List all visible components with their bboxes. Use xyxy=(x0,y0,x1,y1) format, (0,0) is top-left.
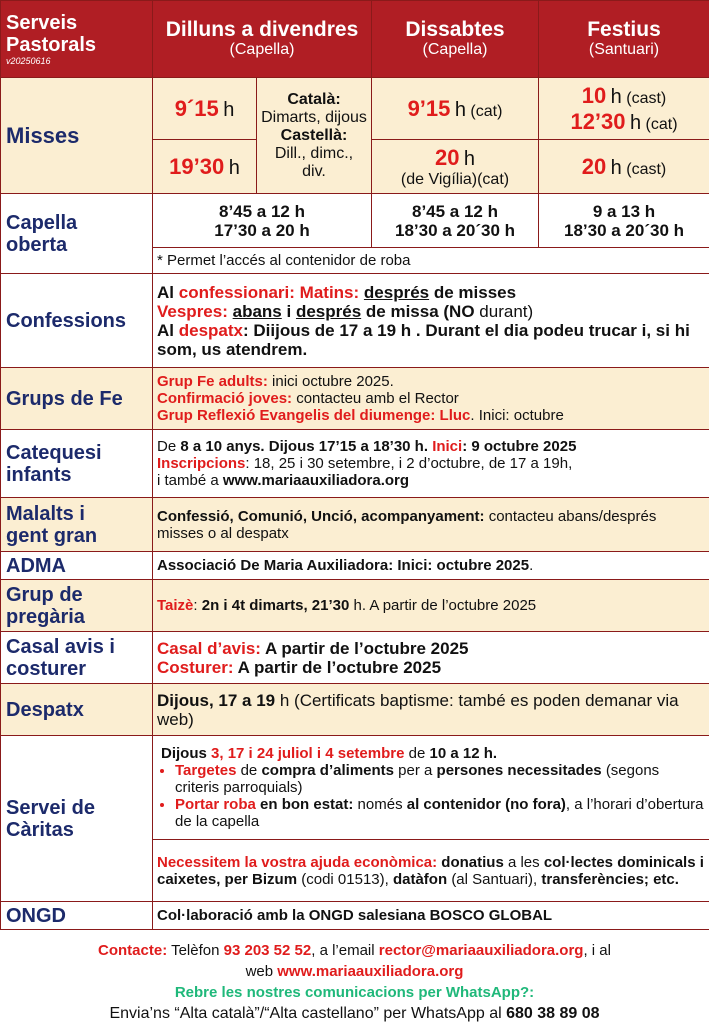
prayer-group-name: Taizè xyxy=(157,597,194,614)
catechesis-l1b: 8 a 10 anys. Dijous 17’15 a 18’30 h. xyxy=(180,438,429,455)
sick-elderly-contact: contacteu abans/després misses o al despatx xyxy=(157,507,657,542)
caritas-donation-pos: datàfon xyxy=(392,870,448,888)
adma-dot: . xyxy=(529,557,534,574)
faith-group-2-info: contacteu amb el Rector xyxy=(296,390,459,407)
caritas-item-clothes xyxy=(175,796,705,830)
footer-send: Envia’ns “Alta català”/“Alta castellano” per WhatsApp al xyxy=(109,1005,502,1022)
chapel-open-holiday xyxy=(539,194,709,248)
confessions-l1a: Al xyxy=(157,282,179,302)
caritas-donation-sanctuary: (al Santuari), xyxy=(451,870,538,888)
prayer-group-start: h. A partir de l’octubre 2025 xyxy=(353,597,537,614)
sick-elderly-label xyxy=(1,498,153,552)
chapel-saturday-1: 8’45 a 12 h xyxy=(411,201,498,221)
caritas-row-1 xyxy=(1,736,709,840)
caritas-donation xyxy=(153,840,709,902)
chapel-open-weekdays xyxy=(153,194,372,248)
header-weekdays-title: Dilluns a divendres xyxy=(165,18,359,41)
faith-group-3-info: . Inici: octubre xyxy=(470,407,564,424)
confessions-l1b: confessionari: xyxy=(178,282,295,302)
chapel-note: * Permet l’accés al contenidor de roba xyxy=(153,248,709,274)
elderly-center-info xyxy=(153,632,709,684)
caritas-donation-transfers: transferències; etc. xyxy=(541,870,679,888)
footer-whatsapp-number[interactable]: 680 38 89 08 xyxy=(506,1005,600,1022)
caritas-list xyxy=(157,762,705,830)
caritas-item-clothes-condition: en bon estat: xyxy=(260,796,354,813)
masses-holiday-3-unit: h xyxy=(610,156,622,179)
caritas-item-food-for: per a xyxy=(398,762,433,779)
footer-whatsapp-line xyxy=(0,1003,709,1024)
prayer-group-label-2: pregària xyxy=(6,605,85,628)
faith-group-2-name: Confirmació joves: xyxy=(157,390,293,407)
chapel-open-label-2: oberta xyxy=(6,233,68,256)
footer-email[interactable]: rector@mariaauxiliadora.org xyxy=(378,942,584,959)
chapel-open-label-1: Capella xyxy=(6,211,78,234)
spanish-days: Dill., dimc., div. xyxy=(274,144,354,180)
confessions-l2d: després xyxy=(295,301,362,321)
confessions-l1c: Matins: xyxy=(299,282,360,302)
catechesis-l1c: Inici xyxy=(432,438,463,455)
masses-row-1 xyxy=(1,78,709,140)
confessions-row xyxy=(1,274,709,368)
caritas-item-clothes-title: Portar roba xyxy=(175,796,256,813)
masses-weekday-morning-unit: h xyxy=(223,98,235,121)
faith-groups-row xyxy=(1,368,709,430)
catechesis-website-link[interactable]: www.mariaauxiliadora.org xyxy=(222,472,410,489)
caritas-item-clothes-hours: , a l’horari d’obertura de la capella xyxy=(175,796,704,830)
masses-holiday-evening xyxy=(539,140,709,194)
caritas-item-food-title: Targetes xyxy=(175,762,237,779)
catechesis-label-1: Catequesi xyxy=(6,441,102,464)
masses-saturday-morning-time: 9’15 xyxy=(407,95,451,121)
confessions-l3a: Al xyxy=(157,320,179,340)
prayer-group-info xyxy=(153,580,709,632)
adma-info xyxy=(153,552,709,580)
confessions-l3c: : Diijous de 17 a 19 h . Durant el dia podeu trucar i, si hi som, us atendrem. xyxy=(157,320,690,359)
caritas-label-2: Càritas xyxy=(6,818,74,841)
confessions-l2f: durant) xyxy=(479,301,534,321)
confessions-l2b: abans xyxy=(232,301,282,321)
header-saturdays-sub: (Capella) xyxy=(422,41,488,58)
footer-whatsapp-title xyxy=(0,982,709,1003)
masses-holiday-1-time: 10 xyxy=(581,82,607,108)
sewing-start: A partir de l’octubre 2025 xyxy=(237,657,442,677)
faith-groups-info xyxy=(153,368,709,430)
chapel-weekday-1: 8’45 a 12 h xyxy=(218,201,305,221)
office-hours: Dijous, 17 a 19 xyxy=(157,690,276,710)
caritas-donation-code: (codi 01513), xyxy=(301,870,389,888)
caritas-donation-donations: donatius xyxy=(441,853,504,871)
elderly-center-label-2: costurer xyxy=(6,657,87,680)
adma-text: Associació De Maria Auxiliadora: Inici: octubre 2025 xyxy=(157,557,530,574)
header-saturdays xyxy=(372,1,539,78)
masses-weekday-morning-time: 9´15 xyxy=(174,95,219,121)
masses-holiday-3-lang: (cast) xyxy=(626,160,667,178)
catechesis-row xyxy=(1,430,709,498)
catechesis-label-2: infants xyxy=(6,463,72,486)
footer-web-label: web xyxy=(245,963,274,980)
header-weekdays xyxy=(153,1,372,78)
confessions-l2e: de missa (NO xyxy=(365,301,475,321)
office-row xyxy=(1,684,709,736)
adma-row xyxy=(1,552,709,580)
confessions-l2c: i xyxy=(286,301,292,321)
faith-group-1-info: inici octubre 2025. xyxy=(272,373,394,390)
spanish-label: Castellà: xyxy=(280,126,348,144)
elderly-center-row xyxy=(1,632,709,684)
footer-phone-label: Telèfon xyxy=(171,942,220,959)
chapel-saturday-2: 18’30 a 20´30 h xyxy=(394,220,516,240)
prayer-group-row xyxy=(1,580,709,632)
sewing-name: Costurer: xyxy=(157,657,234,677)
caritas-item-food-purchase: compra d’aliments xyxy=(261,762,394,779)
caritas-label-1: Servei de xyxy=(6,796,95,819)
caritas-dates-of: de xyxy=(408,745,426,762)
masses-label: Misses xyxy=(1,78,153,194)
footer-contact-label: Contacte: xyxy=(98,942,168,959)
caritas-label xyxy=(1,736,153,902)
masses-saturday-morning-unit: h xyxy=(454,98,466,121)
catechesis-l3a: i també a xyxy=(157,472,219,489)
header-services xyxy=(1,1,153,78)
chapel-open-label xyxy=(1,194,153,274)
masses-holiday-1-lang: (cast) xyxy=(626,89,667,107)
masses-weekday-evening xyxy=(153,140,257,194)
footer-web-link[interactable]: www.mariaauxiliadora.org xyxy=(277,963,464,980)
caritas-dates: 3, 17 i 24 juliol i 4 setembre xyxy=(211,745,405,762)
footer-email-label: , a l’email xyxy=(311,942,375,959)
header-services-title: Serveis Pastorals xyxy=(6,12,97,56)
footer-and: , i al xyxy=(583,942,611,959)
catalan-label: Català: xyxy=(287,90,341,108)
footer-contact xyxy=(0,940,709,961)
catalan-days: Dimarts, dijous xyxy=(261,108,367,126)
confessions-l3b: despatx xyxy=(178,320,243,340)
masses-saturday-evening-unit: h xyxy=(463,147,476,170)
caritas-dates-prefix: Dijous xyxy=(161,745,207,762)
footer xyxy=(0,940,709,1024)
header-holidays xyxy=(539,1,709,78)
chapel-open-saturday xyxy=(372,194,539,248)
sick-elderly-row xyxy=(1,498,709,552)
masses-language-note xyxy=(257,78,372,194)
sick-elderly-label-1: Malalts i xyxy=(6,502,85,525)
caritas-item-food-of: de xyxy=(240,762,258,779)
footer-receive: Rebre xyxy=(174,984,218,1001)
chapel-weekday-2: 17’30 a 20 h xyxy=(214,220,310,240)
footer-phone[interactable]: 93 203 52 52 xyxy=(223,942,312,959)
ngo-label: ONGD xyxy=(1,902,153,930)
caritas-item-clothes-only: només xyxy=(357,796,403,813)
footer-communications: comunicacions xyxy=(304,984,415,1001)
confessions-label: Confessions xyxy=(1,274,153,368)
footer-our: les nostres xyxy=(221,984,301,1001)
caritas-donation-title: Necessitem la vostra ajuda econòmica: xyxy=(157,853,438,871)
confessions-l1d: després xyxy=(363,282,430,302)
caritas-donation-collections: col·lectes dominicals i caixetes, per Bizum xyxy=(157,853,704,888)
ngo-row xyxy=(1,902,709,930)
prayer-group-colon: : xyxy=(193,597,198,614)
header-row xyxy=(1,1,709,78)
catechesis-info xyxy=(153,430,709,498)
caritas-info xyxy=(153,736,709,840)
confessions-info xyxy=(153,274,709,368)
prayer-group-label xyxy=(1,580,153,632)
elderly-center-start: A partir de l’octubre 2025 xyxy=(265,638,469,658)
footer-by: per xyxy=(418,984,442,1001)
elderly-center-label xyxy=(1,632,153,684)
catechesis-l1d: : 9 octubre 2025 xyxy=(462,438,577,455)
header-holidays-sub: (Santuari) xyxy=(588,41,660,58)
office-info xyxy=(153,684,709,736)
masses-saturday-evening-time: 20 xyxy=(434,144,460,170)
sick-elderly-info xyxy=(153,498,709,552)
masses-holiday-2-time: 12’30 xyxy=(570,108,626,134)
masses-holiday-morning xyxy=(539,78,709,140)
chapel-open-row xyxy=(1,194,709,248)
faith-group-3-name: Grup Reflexió Evangelis del diumenge: Lluc xyxy=(157,407,471,424)
caritas-item-food-people: persones necessitades xyxy=(436,762,602,779)
caritas-item-clothes-container: al contenidor (no fora) xyxy=(406,796,566,813)
prayer-group-label-1: Grup de xyxy=(6,583,83,606)
confessions-l1e: de misses xyxy=(433,282,517,302)
ngo-info: Col·laboració amb la ONGD salesiana BOSCO GLOBAL xyxy=(153,902,709,930)
masses-holiday-3-time: 20 xyxy=(581,153,607,179)
faith-group-1-name: Grup Fe adults: xyxy=(157,373,268,390)
office-label: Despatx xyxy=(1,684,153,736)
masses-saturday-morning xyxy=(372,78,539,140)
masses-saturday-morning-lang: (cat) xyxy=(470,102,503,120)
version-label: v20250616 xyxy=(6,56,51,66)
office-note: h (Certificats baptisme: també es poden demanar via web) xyxy=(157,690,679,729)
elderly-center-name: Casal d’avis: xyxy=(157,638,261,658)
footer-web xyxy=(0,961,709,982)
catechesis-l1a: De xyxy=(157,438,177,455)
adma-label: ADMA xyxy=(1,552,153,580)
header-holidays-title: Festius xyxy=(587,18,661,41)
masses-weekday-evening-time: 19’30 xyxy=(169,153,225,179)
masses-holiday-1-unit: h xyxy=(610,85,622,108)
caritas-donation-to: a les xyxy=(507,853,540,871)
header-saturdays-title: Dissabtes xyxy=(405,18,505,41)
faith-groups-label: Grups de Fe xyxy=(1,368,153,430)
caritas-item-food-criteria: (segons criteris parroquials) xyxy=(175,762,660,796)
sick-elderly-label-2: gent gran xyxy=(6,524,98,547)
catechesis-l2a: Inscripcions xyxy=(157,455,246,472)
caritas-item-food xyxy=(175,762,705,796)
masses-weekday-morning xyxy=(153,78,257,140)
confessions-l2a: Vespres: xyxy=(157,301,228,321)
elderly-center-label-1: Casal avis i xyxy=(6,635,115,658)
catechesis-label xyxy=(1,430,153,498)
footer-whatsapp: WhatsApp?: xyxy=(445,984,535,1001)
masses-weekday-evening-unit: h xyxy=(228,156,240,179)
header-weekdays-sub: (Capella) xyxy=(229,41,295,58)
caritas-hours: 10 a 12 h. xyxy=(429,745,498,762)
masses-saturday-evening xyxy=(372,140,539,194)
chapel-holiday-1: 9 a 13 h xyxy=(592,201,656,221)
prayer-group-days: 2n i 4t dimarts, 21’30 xyxy=(201,597,350,614)
masses-holiday-2-unit: h xyxy=(629,111,642,134)
masses-saturday-evening-note: (de Vigília)(cat) xyxy=(400,170,510,188)
masses-holiday-2-lang: (cat) xyxy=(645,115,678,133)
chapel-holiday-2: 18’30 a 20´30 h xyxy=(563,220,685,240)
catechesis-l2b: : 18, 25 i 30 setembre, i 2 d’octubre, de 17 a 19h, xyxy=(245,455,573,472)
sick-elderly-services: Confessió, Comunió, Unció, acompanyament: xyxy=(157,507,485,525)
